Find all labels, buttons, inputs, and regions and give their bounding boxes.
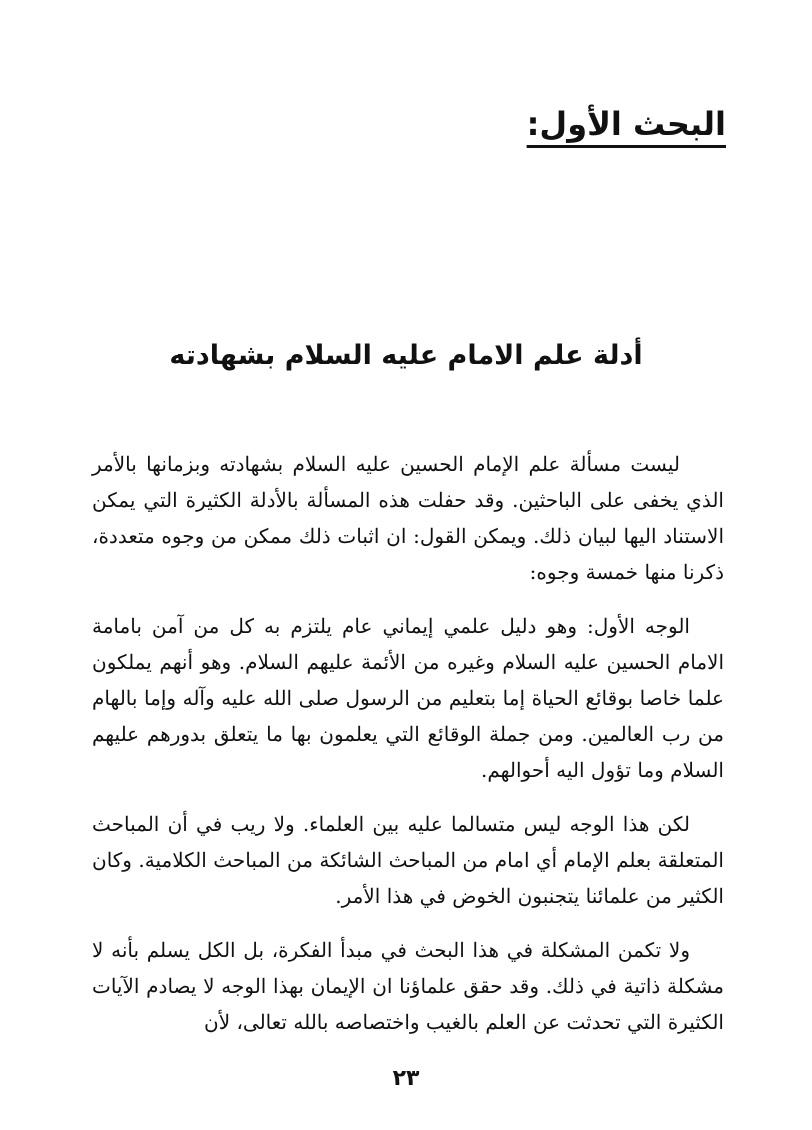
page-number: ٢٣ xyxy=(392,1066,420,1091)
paragraph-first-aspect: الوجه الأول: وهو دليل علمي إيماني عام يلتزم به كل من آمن بامامة الامام الحسين عليه السلام وغيره من الأئمة عليهم السلام. وهو أنهم يملكون علما خاصا بوقائع الحياة إما بتعليم من الرسول صلى الله عليه وآله وإما بالهام من رب العالمين. ومن جملة الوقائع التي يعلمون بها ما يتعلق بدورهم عليهم السلام وما تؤول اليه أحوالهم. xyxy=(92,614,724,782)
chapter-title: أدلة علم الامام عليه السلام بشهادته xyxy=(169,340,643,371)
body-text xyxy=(92,446,724,1058)
paragraph-intro: ليست مسألة علم الإمام الحسين عليه السلام بشهادته وبزمانها بالأمر الذي يخفى على الباحثين. وقد حفلت هذه المسألة بالأدلة الكثيرة التي يمكن الاستناد اليها لبيان ذلك. ويمكن القول: ان اثبات ذلك ممكن من وجوه متعددة، ذكرنا منها خمسة وجوه: xyxy=(92,452,724,584)
paragraph-objection: لكن هذا الوجه ليس متسالما عليه بين العلماء. ولا ريب في أن المباحث المتعلقة بعلم الإمام أي امام من المباحث الشائكة من المباحث الكلامية. وكان الكثير من علمائنا يتجنبون الخوض في هذا الأمر. xyxy=(92,812,724,908)
paragraph-problem: ولا تكمن المشكلة في هذا البحث في مبدأ الفكرة، بل الكل يسلم بأنه لا مشكلة ذاتية في ذلك. وقد حقق علماؤنا ان الإيمان بهذا الوجه لا يصادم الآيات الكثيرة التي تحدثت عن العلم بالغيب واختصاصه بالله تعالى، لأن xyxy=(92,938,724,1034)
section-heading: البحث الأول: xyxy=(526,105,726,143)
